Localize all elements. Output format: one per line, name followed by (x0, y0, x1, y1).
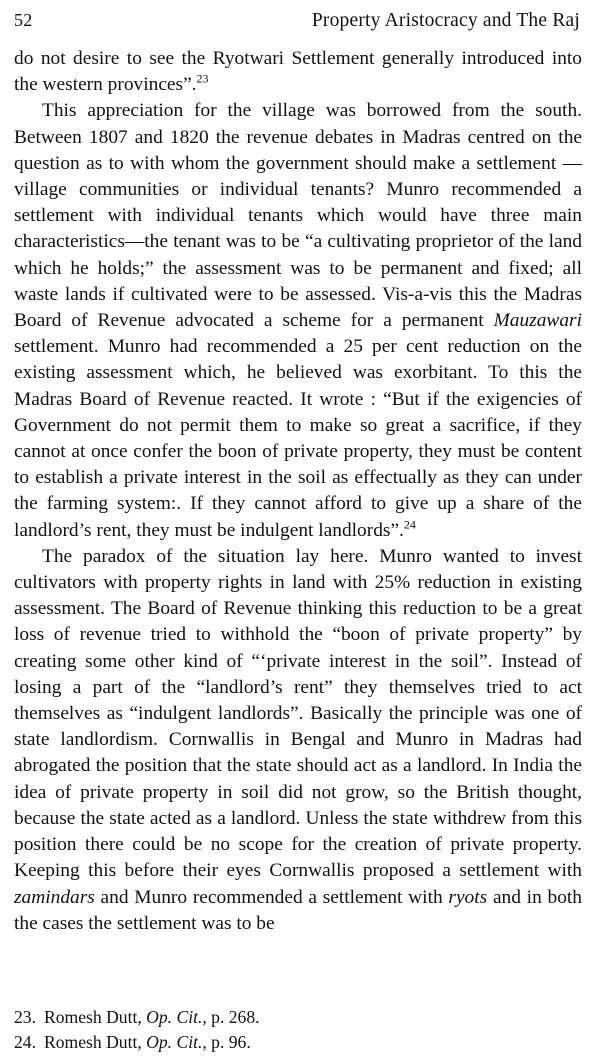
footnote-author: Romesh Dutt, (44, 1032, 147, 1052)
footnotes-block (14, 1005, 582, 1055)
paragraph-1 (14, 46, 582, 98)
footnote-work: Op. Cit., (146, 1032, 207, 1052)
footnote-item (14, 1030, 582, 1055)
footnote-number: 23. (14, 1007, 36, 1027)
page-number: 52 (14, 10, 33, 30)
footnote-work: Op. Cit., (146, 1007, 207, 1027)
paragraph-1-text: do not desire to see the Ryotwari Settlement generally introduced into the western provinces”. (14, 48, 582, 96)
footnote-item (14, 1005, 582, 1030)
footnote-locator: p. 268. (206, 1007, 260, 1027)
paragraph-3-italic-zamindars: zamindars (14, 886, 95, 908)
page-body (14, 46, 582, 937)
running-head: Property Aristocracy and The Raj (311, 10, 580, 31)
footnote-locator: p. 96. (206, 1032, 251, 1052)
paragraph-3-text-a: The paradox of the situation lay here. Munro wanted to invest cultivators with property rights in land with 25% reduction in existing assessment. The Board of Revenue thinking this reduction to be a great loss of revenue tried to withhold the “boon of private property” by creating some other kind of “‘private interest in the soil”. Instead of losing a part of the “landlord’s rent” they themselves tried to act themselves as “indulgent landlords”. Basically the principle was one of state landlordism. Cornwallis in Bengal and Munro in Madras had abrogated the position that the state should act as a landlord. In India the idea of private property in soil did not grow, so the British thought, because the state acted as a landlord. Unless the state withdrew from this position there could be no scope for the creation of private property. Keeping this before their eyes Cornwallis proposed a settlement with (14, 545, 582, 882)
paragraph-2-text-a: This appreciation for the village was borrowed from the south. Between 1807 and 1820 the revenue debates in Madras centred on the question as to with whom the government should make a settlement — village communities or individual tenants? Munro recommended a settlement with individual tenants which would have three main characteristics—the tenant was to be “a cultivating proprietor of the land which he holds;” the assessment was to be permanent and fixed; all waste lands if cultivated were to be assessed. Vis-a-vis this the Madras Board of Revenue advocated a scheme for a permanent (14, 100, 582, 332)
footnote-number: 24. (14, 1032, 36, 1052)
paragraph-2-text-b: settlement. Munro had recommended a 25 per cent reduction on the existing assessment which, he believed was exorbitant. To this the Madras Board of Revenue reacted. It wrote : “But if the exigencies of Government do not permit them to make so great a sacrifice, if they cannot at once confer the boon of private property, they must be content to establish a private interest in the soil as effectually as they can under the farming system:. If they cannot afford to give up a share of the landlord’s rent, they must be indulgent landlords”. (14, 336, 582, 541)
footnote-author: Romesh Dutt, (44, 1007, 147, 1027)
page-header (14, 10, 582, 36)
paragraph-2-italic-mauzawari: Mauzawari (493, 310, 582, 332)
footnote-ref-23: 23 (196, 71, 209, 86)
paragraph-3-text-c: and in both the cases the settlement was to be (14, 886, 582, 934)
footnote-ref-24: 24 (403, 517, 416, 532)
paragraph-3 (14, 544, 582, 937)
paragraph-3-italic-ryots: ryots (448, 886, 488, 908)
paragraph-3-text-b: and Munro recommended a settlement with (94, 886, 449, 908)
paragraph-2 (14, 98, 582, 543)
